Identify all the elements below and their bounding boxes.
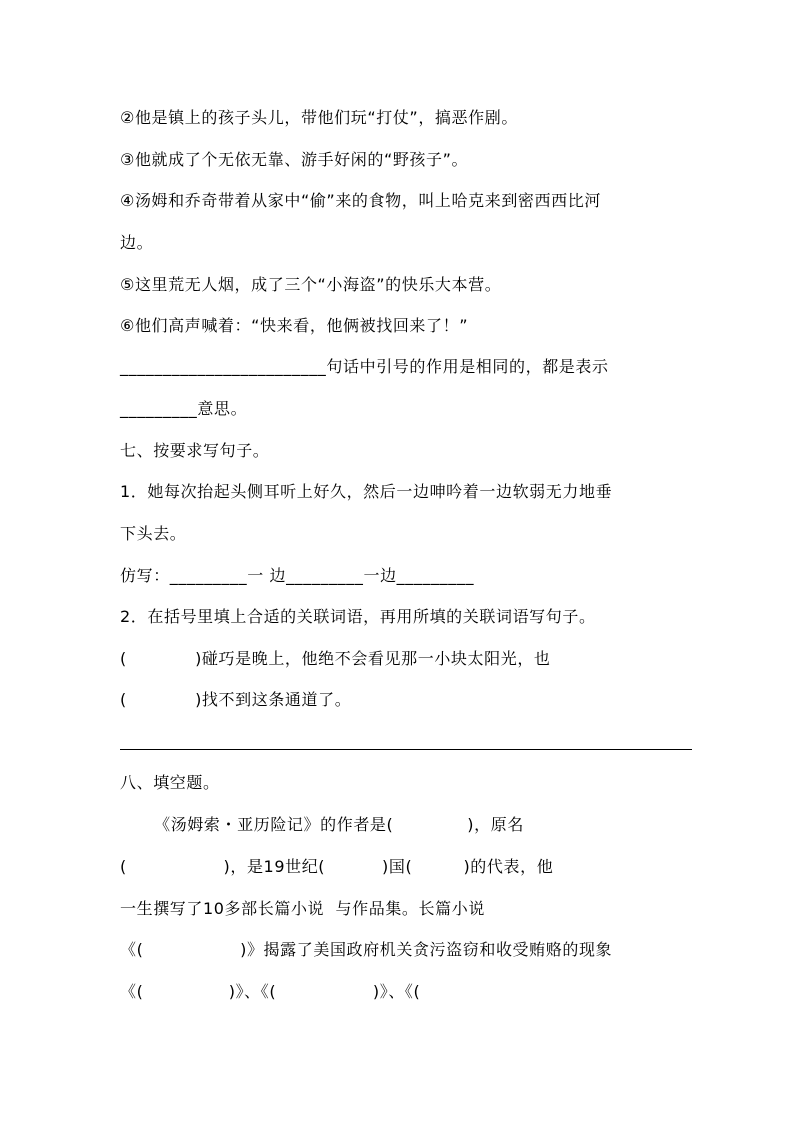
section-8-heading: 八、填空题。	[120, 773, 220, 792]
answer-line-quotation-usage: ________________________句话中引号的作用是相同的，都是表示	[120, 357, 609, 376]
fill-blank-original-name-line: ( )，是19世纪( )国( )的代表，他	[120, 857, 554, 876]
imitation-writing-line: 仿写：_________一 边_________一边_________	[120, 566, 475, 585]
conjunction-blank-line-2: ( )找不到这条通道了。	[120, 690, 352, 709]
sentence-answer-rule	[120, 749, 692, 750]
section-7-heading: 七、按要求写句子。	[120, 441, 270, 460]
fill-blank-author-line: 《汤姆索・亚历险记》的作者是( )，原名	[120, 815, 524, 834]
conjunction-blank-line-1: ( )碰巧是晚上，他绝不会看见那一小块太阳光，也	[120, 649, 551, 668]
question-item-4: ④汤姆和乔奇带着从家中“偷”来的食物，叫上哈克来到密西西比河	[120, 191, 601, 210]
question-item-2: ②他是镇上的孩子头儿，带他们玩“打仗”，搞恶作剧。	[120, 108, 518, 127]
question-item-6: ⑥他们高声喊着：“快来看，他俩被找回来了！”	[120, 316, 469, 335]
question-item-4-continuation: 边。	[120, 233, 154, 252]
section-7-question-1: 1．她每次抬起头侧耳听上好久，然后一边呻吟着一边软弱无力地垂	[120, 482, 613, 501]
section-7-question-2: 2．在括号里填上合适的关联词语，再用所填的关联词语写句子。	[120, 607, 596, 626]
question-item-3: ③他就成了个无依无靠、游手好闲的“野孩子”。	[120, 150, 469, 169]
fill-blank-novel-line: 《( )》揭露了美国政府机关贪污盗窃和收受贿赂的现象	[120, 940, 613, 959]
section-7-question-1-continuation: 下头去。	[120, 524, 187, 543]
question-item-5: ⑤这里荒无人烟，成了三个“小海盗”的快乐大本营。	[120, 275, 502, 294]
fill-blank-works-line: 一生撰写了10多部长篇小说 与作品集。长篇小说	[120, 899, 485, 918]
answer-line-meaning: _________意思。	[120, 399, 248, 418]
fill-blank-titles-line: 《( )》、《( )》、《(	[120, 982, 421, 1001]
